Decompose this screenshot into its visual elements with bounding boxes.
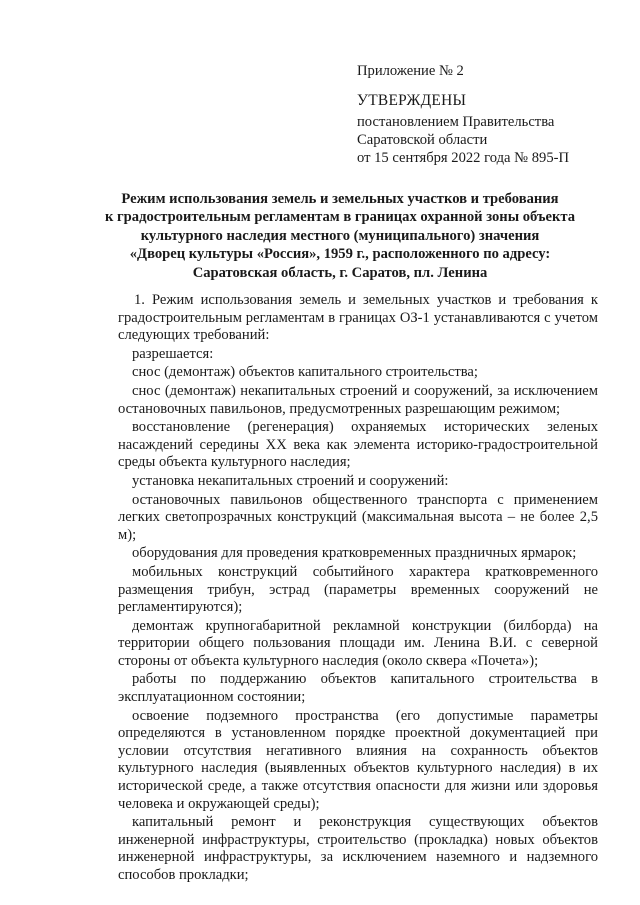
approved-heading: УТВЕРЖДЕНЫ xyxy=(357,92,467,109)
appendix-number: Приложение № 2 xyxy=(357,63,464,79)
approval-block xyxy=(357,62,569,167)
document-body xyxy=(118,292,598,886)
paragraph: оборудования для проведения кратковременных праздничных ярмарок; xyxy=(132,545,577,562)
paragraph: разрешается: xyxy=(132,345,214,362)
approval-line: Саратовской области xyxy=(357,132,488,148)
paragraph: капитальный ремонт и реконструкция существующих объектов инженерной инфраструктуры, строительство (прокладка) новых объектов инженерной инфраструктуры, за исключением наземного и надземного способов прокладки; xyxy=(118,814,598,883)
title-line: к градостроительным регламентам в границах охранной зоны объекта xyxy=(104,209,576,226)
title-line: «Дворец культуры «Россия», 1959 г., расположенного по адресу: xyxy=(129,246,551,263)
paragraph: работы по поддержанию объектов капитального строительства в эксплуатационном состоянии; xyxy=(118,671,598,706)
paragraph: освоение подземного пространства (его допустимые параметры определяются в установленном порядке проектной документацией при условии отсутствия негативного влияния на сохранность объектов культурного наследия (выявленных объектов культурного наследия) в их исторической среде, а также отсутствия опасности для жизни или здоровья человека и окружающей среды); xyxy=(118,707,598,812)
paragraph: снос (демонтаж) объектов капитального строительства; xyxy=(132,364,478,381)
title-line: Саратовская область, г. Саратов, пл. Ленина xyxy=(192,264,488,281)
paragraph: мобильных конструкций событийного характера кратковременного размещения трибун, эстрад (параметры временных сооружений не регламентируются); xyxy=(118,563,598,616)
paragraph: демонтаж крупногабаритной рекламной конструкции (билборда) на территории общего пользования площади им. Ленина В.И. с северной стороны от объекта культурного наследия (около сквера «Почета»); xyxy=(118,617,598,669)
paragraph: восстановление (регенерация) охраняемых исторических зеленых насаждений середины XX века как элемента историко-градостроительной среды объекта культурного наследия; xyxy=(118,419,598,471)
title-line: культурного наследия местного (муниципального) значения xyxy=(140,227,540,244)
title-line: Режим использования земель и земельных участков и требования xyxy=(121,191,559,207)
paragraph: 1. Режим использования земель и земельных участков и требования к градостроительным регламентам в границах ОЗ-1 устанавливаются с учетом следующих требований: xyxy=(118,292,598,344)
approval-line: от 15 сентября 2022 года № 895-П xyxy=(357,150,570,166)
paragraph: остановочных павильонов общественного транспорта с применением легких светопрозрачных конструкций (максимальная высота – не более 2,5 м); xyxy=(118,491,598,543)
approval-line: постановлением Правительства xyxy=(357,114,555,130)
paragraph: установка некапитальных строений и сооружений: xyxy=(132,472,449,489)
paragraph: снос (демонтаж) некапитальных строений и сооружений, за исключением остановочных павильонов, предусмотренных разрешающим режимом; xyxy=(118,382,598,417)
document-title xyxy=(80,190,600,282)
